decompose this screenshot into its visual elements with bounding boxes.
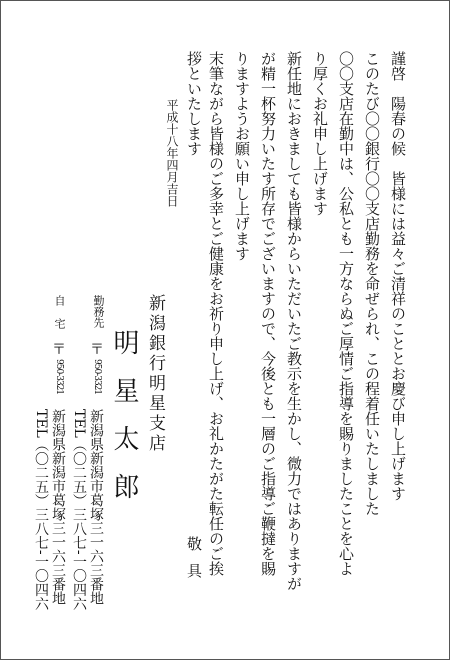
- body-line-3: [338, 51, 353, 594]
- work-zip-number: 950-3321: [92, 359, 102, 395]
- postal-mark-icon: 〒: [52, 342, 66, 358]
- work-label: 勤務先: [92, 295, 105, 328]
- date-line: 平成十八年四月吉日: [165, 99, 179, 207]
- work-tel: TEL（〇二五）三八七-一〇四六: [71, 409, 87, 611]
- body-line-4: り厚くお礼申し上げます: [311, 51, 329, 216]
- home-address: 新潟県新潟市葛塚三一六三番地: [50, 409, 66, 605]
- body-line-7: りますようお願い申し上げます: [233, 51, 251, 261]
- work-zip: [89, 343, 105, 394]
- body-line-9: 拶といたします: [185, 51, 203, 156]
- sender-name: 明星太郎: [109, 329, 139, 521]
- body-line-8: 末筆ながら皆様のご多幸とご健康をお祈り申し上げ、お礼かたがた転任のご挨: [207, 51, 225, 576]
- postal-mark-icon: 〒: [90, 342, 104, 358]
- home-zip: [51, 343, 67, 394]
- body-line-2: [364, 51, 379, 522]
- body-line-2-text: このたび〇〇銀行〇〇支店勤務を命ぜられ、この程着任いたしました: [363, 51, 381, 516]
- home-tel: TEL（〇二五）三八七-一〇四六: [33, 409, 49, 611]
- body-line-6: が精一杯努力いたす所存でございますので、今後とも一層のご指導ご鞭撻を賜: [259, 51, 277, 576]
- body-line-3-text: 〇〇支店在勤中は、公私とも一方ならぬご厚情ご指導を賜りましたことを心よ: [337, 51, 355, 576]
- body-line-5: 新任地におきましても皆様からいただいたご教示を生かし、微力ではありますが: [285, 51, 303, 591]
- closing-keigu: 敬具: [185, 536, 203, 590]
- home-label: 自宅: [53, 295, 66, 341]
- branch-name: 新潟銀行明星支店: [145, 294, 165, 454]
- work-address: 新潟県新潟市葛塚三一六三番地: [88, 409, 104, 605]
- body-line-1: 謹啓 陽春の候 皆様には益々ご清祥のこととお慶び申し上げます: [389, 51, 407, 501]
- home-zip-number: 950-3321: [54, 359, 64, 395]
